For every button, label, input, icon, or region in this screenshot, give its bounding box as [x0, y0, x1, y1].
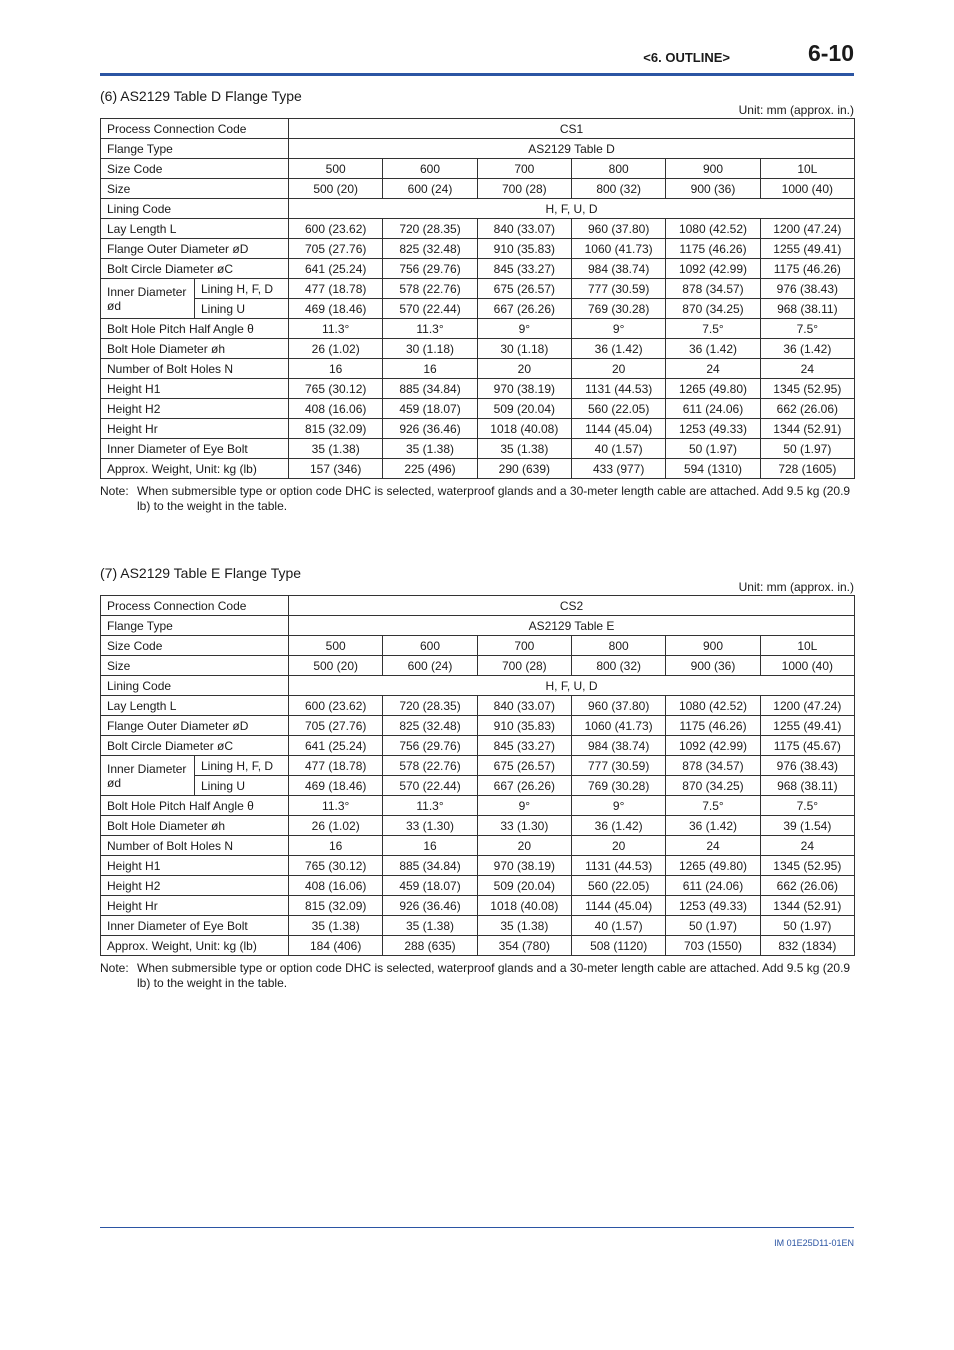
table-row: [101, 319, 855, 339]
row-label: Size Code: [101, 636, 289, 656]
value-cell: 777 (30.59): [572, 756, 666, 776]
value-cell: 30 (1.18): [477, 339, 571, 359]
value-cell: AS2129 Table D: [289, 139, 855, 159]
footer-rule: [100, 1227, 854, 1228]
value-cell: 290 (639): [477, 459, 571, 479]
table-row: [101, 936, 855, 956]
value-cell: 36 (1.42): [572, 339, 666, 359]
note: [100, 484, 854, 514]
value-cell: 570 (22.44): [383, 299, 477, 319]
value-cell: 600 (24): [383, 179, 477, 199]
page-number: 6-10: [807, 40, 854, 66]
row-label: Height H2: [101, 399, 289, 419]
table-row: [101, 676, 855, 696]
value-cell: 845 (33.27): [477, 736, 571, 756]
value-cell: 870 (34.25): [666, 299, 760, 319]
row-label: Bolt Circle Diameter øC: [101, 736, 289, 756]
value-cell: 960 (37.80): [572, 219, 666, 239]
value-cell: 11.3°: [289, 319, 383, 339]
value-cell: 703 (1550): [666, 936, 760, 956]
value-cell: 354 (780): [477, 936, 571, 956]
value-cell: 1345 (52.95): [760, 856, 854, 876]
row-label: Bolt Circle Diameter øC: [101, 259, 289, 279]
row-label: Size Code: [101, 159, 289, 179]
table-row: [101, 459, 855, 479]
value-cell: 26 (1.02): [289, 339, 383, 359]
value-cell: 1175 (46.26): [760, 259, 854, 279]
value-cell: 1200 (47.24): [760, 696, 854, 716]
table-row: [101, 756, 855, 776]
value-cell: 976 (38.43): [760, 756, 854, 776]
value-cell: 20: [477, 359, 571, 379]
value-cell: 600 (24): [383, 656, 477, 676]
value-cell: 9°: [477, 796, 571, 816]
value-cell: 885 (34.84): [383, 856, 477, 876]
value-cell: 765 (30.12): [289, 856, 383, 876]
value-cell: 594 (1310): [666, 459, 760, 479]
value-cell: 984 (38.74): [572, 736, 666, 756]
note-label: Note:: [100, 961, 129, 975]
value-cell: 500 (20): [289, 179, 383, 199]
value-cell: 700 (28): [477, 656, 571, 676]
value-cell: 1175 (46.26): [666, 239, 760, 259]
value-cell: 825 (32.48): [383, 716, 477, 736]
table-row: [101, 636, 855, 656]
value-cell: 33 (1.30): [383, 816, 477, 836]
value-cell: 700: [477, 159, 571, 179]
row-label: Lay Length L: [101, 696, 289, 716]
table-row: [101, 239, 855, 259]
value-cell: 845 (33.27): [477, 259, 571, 279]
value-cell: 968 (38.11): [760, 776, 854, 796]
value-cell: 1255 (49.41): [760, 239, 854, 259]
table-row: [101, 119, 855, 139]
value-cell: 50 (1.97): [666, 916, 760, 936]
row-label: Lining Code: [101, 676, 289, 696]
value-cell: 705 (27.76): [289, 716, 383, 736]
row-label: Height H1: [101, 379, 289, 399]
value-cell: 885 (34.84): [383, 379, 477, 399]
value-cell: 1018 (40.08): [477, 896, 571, 916]
table-row: [101, 856, 855, 876]
row-label: Number of Bolt Holes N: [101, 359, 289, 379]
row-label: Flange Type: [101, 616, 289, 636]
value-cell: 10L: [760, 159, 854, 179]
value-cell: 433 (977): [572, 459, 666, 479]
value-cell: 9°: [572, 796, 666, 816]
value-cell: 578 (22.76): [383, 279, 477, 299]
value-cell: AS2129 Table E: [289, 616, 855, 636]
value-cell: 641 (25.24): [289, 259, 383, 279]
row-label: Height H1: [101, 856, 289, 876]
row-label: Flange Type: [101, 139, 289, 159]
value-cell: 611 (24.06): [666, 399, 760, 419]
table-row: [101, 696, 855, 716]
value-cell: 10L: [760, 636, 854, 656]
value-cell: 1092 (42.99): [666, 259, 760, 279]
table-e-section: [100, 563, 854, 991]
value-cell: 611 (24.06): [666, 876, 760, 896]
row-label: Bolt Hole Pitch Half Angle θ: [101, 319, 289, 339]
value-cell: 777 (30.59): [572, 279, 666, 299]
value-cell: 16: [383, 359, 477, 379]
value-cell: 1265 (49.80): [666, 856, 760, 876]
value-cell: 1080 (42.52): [666, 219, 760, 239]
value-cell: 24: [666, 359, 760, 379]
row-label: Flange Outer Diameter øD: [101, 716, 289, 736]
value-cell: 509 (20.04): [477, 399, 571, 419]
value-cell: 36 (1.42): [760, 339, 854, 359]
page-header: [100, 40, 854, 74]
value-cell: 815 (32.09): [289, 419, 383, 439]
value-cell: 970 (38.19): [477, 856, 571, 876]
value-cell: 840 (33.07): [477, 219, 571, 239]
value-cell: 600 (23.62): [289, 696, 383, 716]
value-cell: 800: [572, 636, 666, 656]
value-cell: 1000 (40): [760, 656, 854, 676]
value-cell: 9°: [477, 319, 571, 339]
row-label: Process Connection Code: [101, 596, 289, 616]
value-cell: 1060 (41.73): [572, 716, 666, 736]
row-label: Bolt Hole Diameter øh: [101, 816, 289, 836]
value-cell: 832 (1834): [760, 936, 854, 956]
value-cell: 1175 (45.67): [760, 736, 854, 756]
value-cell: 35 (1.38): [477, 916, 571, 936]
value-cell: 720 (28.35): [383, 696, 477, 716]
table-row: [101, 736, 855, 756]
value-cell: 288 (635): [383, 936, 477, 956]
table-row: [101, 776, 855, 796]
value-cell: 20: [572, 359, 666, 379]
spec-table: [100, 118, 855, 479]
table-row: [101, 439, 855, 459]
table-row: [101, 299, 855, 319]
value-cell: 960 (37.80): [572, 696, 666, 716]
value-cell: 24: [760, 359, 854, 379]
row-label: Approx. Weight, Unit: kg (lb): [101, 936, 289, 956]
value-cell: 900 (36): [666, 656, 760, 676]
value-cell: 40 (1.57): [572, 439, 666, 459]
document-id: IM 01E25D11-01EN: [774, 1238, 854, 1248]
value-cell: 33 (1.30): [477, 816, 571, 836]
value-cell: H, F, U, D: [289, 199, 855, 219]
table-row: [101, 896, 855, 916]
value-cell: 600: [383, 636, 477, 656]
value-cell: 1253 (49.33): [666, 896, 760, 916]
header-rule: [100, 73, 854, 76]
table-row: [101, 616, 855, 636]
value-cell: 508 (1120): [572, 936, 666, 956]
value-cell: 50 (1.97): [760, 916, 854, 936]
value-cell: 1253 (49.33): [666, 419, 760, 439]
table-row: [101, 379, 855, 399]
value-cell: H, F, U, D: [289, 676, 855, 696]
value-cell: 600: [383, 159, 477, 179]
row-label: Lining Code: [101, 199, 289, 219]
note: [100, 961, 854, 991]
value-cell: 509 (20.04): [477, 876, 571, 896]
value-cell: 900: [666, 636, 760, 656]
table-row: [101, 179, 855, 199]
row-label: Approx. Weight, Unit: kg (lb): [101, 459, 289, 479]
value-cell: 900 (36): [666, 179, 760, 199]
value-cell: CS1: [289, 119, 855, 139]
table-row: [101, 656, 855, 676]
row-label: Bolt Hole Pitch Half Angle θ: [101, 796, 289, 816]
value-cell: 469 (18.46): [289, 299, 383, 319]
table-row: [101, 279, 855, 299]
value-cell: 184 (406): [289, 936, 383, 956]
row-label: Process Connection Code: [101, 119, 289, 139]
value-cell: 1255 (49.41): [760, 716, 854, 736]
value-cell: 459 (18.07): [383, 876, 477, 896]
value-cell: 11.3°: [383, 319, 477, 339]
value-cell: 1131 (44.53): [572, 379, 666, 399]
value-cell: 7.5°: [760, 319, 854, 339]
note-text: When submersible type or option code DHC is selected, waterproof glands and a 30-meter length cable are attached. Add 9.5 kg (20.9 lb) to the weight in the table.: [137, 484, 851, 513]
value-cell: 35 (1.38): [477, 439, 571, 459]
row-label: Inner Diameter of Eye Bolt: [101, 916, 289, 936]
table-row: [101, 259, 855, 279]
table-row: [101, 876, 855, 896]
note-text: When submersible type or option code DHC is selected, waterproof glands and a 30-meter length cable are attached. Add 9.5 kg (20.9 lb) to the weight in the table.: [137, 961, 851, 990]
value-cell: 667 (26.26): [477, 299, 571, 319]
value-cell: 1080 (42.52): [666, 696, 760, 716]
value-cell: 878 (34.57): [666, 756, 760, 776]
value-cell: 560 (22.05): [572, 399, 666, 419]
note-label: Note:: [100, 484, 129, 498]
chapter-title: <6. OUTLINE>: [643, 50, 730, 65]
row-sublabel: Lining U: [195, 299, 289, 319]
value-cell: CS2: [289, 596, 855, 616]
unit-label: Unit: mm (approx. in.): [738, 580, 854, 594]
value-cell: 800 (32): [572, 656, 666, 676]
value-cell: 756 (29.76): [383, 736, 477, 756]
value-cell: 825 (32.48): [383, 239, 477, 259]
value-cell: 7.5°: [760, 796, 854, 816]
table-row: [101, 359, 855, 379]
value-cell: 20: [572, 836, 666, 856]
value-cell: 7.5°: [666, 796, 760, 816]
table-row: [101, 159, 855, 179]
value-cell: 9°: [572, 319, 666, 339]
row-sublabel: Lining U: [195, 776, 289, 796]
value-cell: 675 (26.57): [477, 279, 571, 299]
value-cell: 408 (16.06): [289, 876, 383, 896]
table-row: [101, 836, 855, 856]
value-cell: 50 (1.97): [760, 439, 854, 459]
row-label: Inner Diameter ød: [101, 756, 195, 796]
section-title: (7) AS2129 Table E Flange Type: [100, 565, 302, 581]
value-cell: 225 (496): [383, 459, 477, 479]
value-cell: 570 (22.44): [383, 776, 477, 796]
value-cell: 926 (36.46): [383, 896, 477, 916]
value-cell: 700: [477, 636, 571, 656]
value-cell: 24: [666, 836, 760, 856]
value-cell: 800: [572, 159, 666, 179]
value-cell: 662 (26.06): [760, 399, 854, 419]
value-cell: 769 (30.28): [572, 776, 666, 796]
value-cell: 16: [383, 836, 477, 856]
value-cell: 878 (34.57): [666, 279, 760, 299]
value-cell: 970 (38.19): [477, 379, 571, 399]
value-cell: 477 (18.78): [289, 756, 383, 776]
value-cell: 1000 (40): [760, 179, 854, 199]
value-cell: 1092 (42.99): [666, 736, 760, 756]
row-label: Inner Diameter of Eye Bolt: [101, 439, 289, 459]
value-cell: 984 (38.74): [572, 259, 666, 279]
value-cell: 662 (26.06): [760, 876, 854, 896]
value-cell: 157 (346): [289, 459, 383, 479]
value-cell: 40 (1.57): [572, 916, 666, 936]
row-label: Flange Outer Diameter øD: [101, 239, 289, 259]
value-cell: 910 (35.83): [477, 239, 571, 259]
value-cell: 477 (18.78): [289, 279, 383, 299]
value-cell: 7.5°: [666, 319, 760, 339]
value-cell: 815 (32.09): [289, 896, 383, 916]
value-cell: 870 (34.25): [666, 776, 760, 796]
value-cell: 24: [760, 836, 854, 856]
value-cell: 500: [289, 159, 383, 179]
value-cell: 30 (1.18): [383, 339, 477, 359]
value-cell: 840 (33.07): [477, 696, 571, 716]
value-cell: 578 (22.76): [383, 756, 477, 776]
table-row: [101, 199, 855, 219]
value-cell: 11.3°: [289, 796, 383, 816]
value-cell: 700 (28): [477, 179, 571, 199]
row-label: Bolt Hole Diameter øh: [101, 339, 289, 359]
spec-table: [100, 595, 855, 956]
value-cell: 968 (38.11): [760, 299, 854, 319]
value-cell: 675 (26.57): [477, 756, 571, 776]
value-cell: 705 (27.76): [289, 239, 383, 259]
value-cell: 26 (1.02): [289, 816, 383, 836]
row-label: Lay Length L: [101, 219, 289, 239]
value-cell: 800 (32): [572, 179, 666, 199]
value-cell: 500 (20): [289, 656, 383, 676]
value-cell: 560 (22.05): [572, 876, 666, 896]
value-cell: 1175 (46.26): [666, 716, 760, 736]
value-cell: 469 (18.46): [289, 776, 383, 796]
value-cell: 976 (38.43): [760, 279, 854, 299]
value-cell: 720 (28.35): [383, 219, 477, 239]
value-cell: 1131 (44.53): [572, 856, 666, 876]
row-label: Height Hr: [101, 896, 289, 916]
row-label: Number of Bolt Holes N: [101, 836, 289, 856]
row-sublabel: Lining H, F, D: [195, 756, 289, 776]
value-cell: 1144 (45.04): [572, 419, 666, 439]
value-cell: 35 (1.38): [289, 439, 383, 459]
value-cell: 1344 (52.91): [760, 419, 854, 439]
row-sublabel: Lining H, F, D: [195, 279, 289, 299]
value-cell: 1144 (45.04): [572, 896, 666, 916]
table-row: [101, 816, 855, 836]
value-cell: 35 (1.38): [383, 916, 477, 936]
table-row: [101, 796, 855, 816]
table-row: [101, 399, 855, 419]
value-cell: 50 (1.97): [666, 439, 760, 459]
unit-label: Unit: mm (approx. in.): [738, 103, 854, 117]
value-cell: 1018 (40.08): [477, 419, 571, 439]
value-cell: 35 (1.38): [289, 916, 383, 936]
row-label: Height Hr: [101, 419, 289, 439]
value-cell: 11.3°: [383, 796, 477, 816]
row-label: Height H2: [101, 876, 289, 896]
value-cell: 756 (29.76): [383, 259, 477, 279]
value-cell: 1345 (52.95): [760, 379, 854, 399]
value-cell: 35 (1.38): [383, 439, 477, 459]
table-row: [101, 596, 855, 616]
value-cell: 926 (36.46): [383, 419, 477, 439]
table-d-section: [100, 86, 854, 514]
value-cell: 667 (26.26): [477, 776, 571, 796]
value-cell: 39 (1.54): [760, 816, 854, 836]
value-cell: 500: [289, 636, 383, 656]
value-cell: 900: [666, 159, 760, 179]
value-cell: 765 (30.12): [289, 379, 383, 399]
value-cell: 20: [477, 836, 571, 856]
table-row: [101, 916, 855, 936]
table-row: [101, 716, 855, 736]
table-row: [101, 419, 855, 439]
row-label: Inner Diameter ød: [101, 279, 195, 319]
value-cell: 1060 (41.73): [572, 239, 666, 259]
value-cell: 36 (1.42): [572, 816, 666, 836]
row-label: Size: [101, 179, 289, 199]
value-cell: 36 (1.42): [666, 816, 760, 836]
table-row: [101, 339, 855, 359]
value-cell: 641 (25.24): [289, 736, 383, 756]
value-cell: 1200 (47.24): [760, 219, 854, 239]
table-row: [101, 139, 855, 159]
value-cell: 728 (1605): [760, 459, 854, 479]
value-cell: 600 (23.62): [289, 219, 383, 239]
value-cell: 1344 (52.91): [760, 896, 854, 916]
value-cell: 36 (1.42): [666, 339, 760, 359]
value-cell: 408 (16.06): [289, 399, 383, 419]
value-cell: 1265 (49.80): [666, 379, 760, 399]
value-cell: 910 (35.83): [477, 716, 571, 736]
section-title: (6) AS2129 Table D Flange Type: [100, 88, 302, 104]
row-label: Size: [101, 656, 289, 676]
table-row: [101, 219, 855, 239]
value-cell: 459 (18.07): [383, 399, 477, 419]
value-cell: 769 (30.28): [572, 299, 666, 319]
value-cell: 16: [289, 359, 383, 379]
value-cell: 16: [289, 836, 383, 856]
